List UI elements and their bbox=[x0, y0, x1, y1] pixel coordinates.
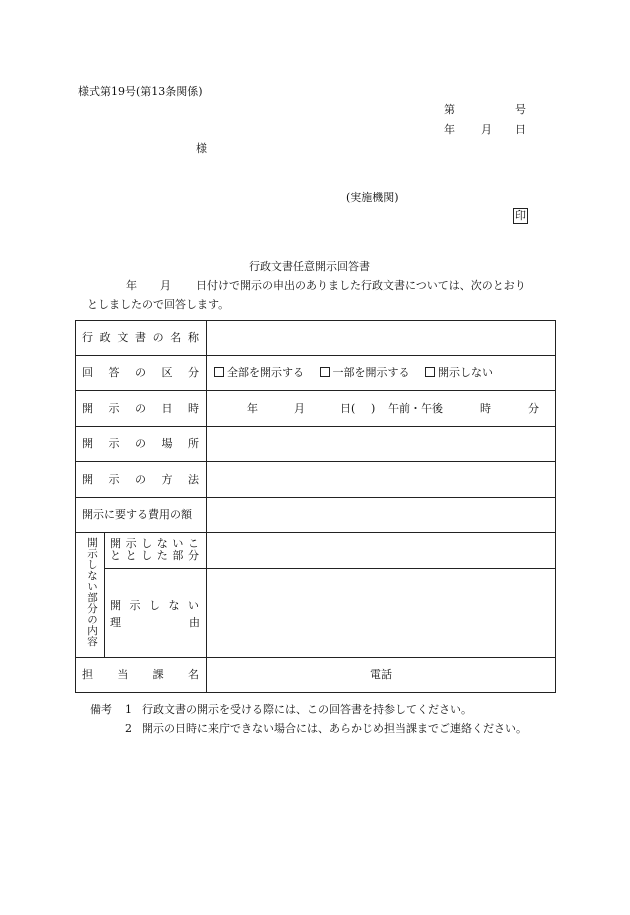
label-char: し bbox=[149, 599, 160, 612]
datetime-day: 日( bbox=[340, 402, 356, 415]
label-char: い bbox=[188, 599, 199, 612]
label-char: 示 bbox=[108, 437, 120, 450]
label-char: 開 bbox=[110, 537, 121, 550]
row-divider bbox=[75, 657, 556, 658]
label-char: の bbox=[135, 473, 146, 486]
agency-label: (実施機関) bbox=[346, 191, 399, 204]
label-char: 開 bbox=[110, 599, 121, 612]
label-undisclosed-group: 開示しない部分の内容 bbox=[86, 537, 98, 647]
note-1-text: 行政文書の開示を受ける際には、この回答書を持参してください。 bbox=[142, 703, 472, 716]
datetime-hour: 時 bbox=[480, 402, 491, 415]
sub-row-divider bbox=[104, 568, 556, 569]
checkbox-no-disclosure[interactable] bbox=[425, 366, 493, 379]
label-char: し bbox=[141, 549, 153, 562]
label-place bbox=[82, 438, 199, 449]
label-char: 開 bbox=[82, 473, 93, 486]
intro-line1: 日付けで開示の申出のありました行政文書については、次のとおり bbox=[196, 279, 526, 292]
date-day: 日 bbox=[515, 123, 526, 136]
label-column-divider bbox=[206, 320, 207, 693]
option-label: 開示しない bbox=[438, 366, 493, 379]
row-divider bbox=[75, 390, 556, 391]
row-divider bbox=[75, 532, 556, 533]
label-char: い bbox=[172, 537, 184, 550]
label-char: 当 bbox=[117, 668, 129, 681]
label-char: な bbox=[156, 537, 168, 550]
label-char: 開 bbox=[82, 402, 93, 415]
label-section bbox=[82, 669, 199, 680]
label-char: 回 bbox=[82, 366, 93, 379]
label-char: 場 bbox=[161, 437, 173, 450]
label-char: し bbox=[141, 537, 153, 550]
label-char: 法 bbox=[188, 473, 199, 486]
label-char: な bbox=[168, 599, 180, 612]
label-char: の bbox=[135, 366, 146, 379]
label-reason-yu: 由 bbox=[189, 616, 200, 629]
label-char: 示 bbox=[129, 599, 141, 612]
label-char: の bbox=[135, 437, 146, 450]
checkbox-icon bbox=[425, 367, 435, 377]
intro-month: 月 bbox=[160, 279, 171, 292]
phone-label: 電話 bbox=[370, 668, 392, 681]
label-char: 示 bbox=[108, 402, 120, 415]
label-char: 部 bbox=[172, 549, 184, 562]
label-char: 区 bbox=[161, 366, 173, 379]
datetime-year: 年 bbox=[247, 402, 258, 415]
label-char: 政 bbox=[99, 331, 111, 344]
response-options bbox=[214, 367, 493, 378]
label-undisclosed-parts-line1 bbox=[110, 538, 199, 549]
checkbox-icon bbox=[214, 367, 224, 377]
row-divider bbox=[75, 497, 556, 498]
label-char: 分 bbox=[187, 549, 199, 562]
label-method bbox=[82, 474, 199, 485]
label-char: た bbox=[156, 549, 168, 562]
option-label: 一部を開示する bbox=[332, 366, 410, 379]
seal-mark bbox=[513, 208, 528, 224]
label-cost: 開示に要する費用の額 bbox=[82, 508, 192, 521]
intro-year: 年 bbox=[126, 279, 137, 292]
group-column-divider bbox=[104, 532, 105, 657]
label-char: と bbox=[110, 549, 121, 562]
label-char: 答 bbox=[108, 366, 120, 379]
label-char: 行 bbox=[82, 331, 93, 344]
datetime-month: 月 bbox=[294, 402, 305, 415]
option-label: 全部を開示する bbox=[227, 366, 304, 379]
form-id: 様式第19号(第13条関係) bbox=[78, 85, 203, 98]
datetime-minute: 分 bbox=[528, 402, 539, 415]
label-char: 開 bbox=[82, 437, 93, 450]
label-char: 担 bbox=[82, 668, 93, 681]
label-reason-ri: 理 bbox=[110, 616, 121, 629]
label-char: の bbox=[152, 331, 164, 344]
checkbox-icon bbox=[320, 367, 330, 377]
note-1-number: 1 bbox=[125, 703, 132, 716]
note-2-number: 2 bbox=[125, 722, 132, 735]
number-suffix: 号 bbox=[515, 103, 526, 116]
label-char: 課 bbox=[152, 668, 164, 681]
label-char: 分 bbox=[188, 366, 199, 379]
document-title: 行政文書任意開示回答書 bbox=[249, 260, 370, 273]
row-divider bbox=[75, 426, 556, 427]
note-2-text: 開示の日時に来庁できない場合には、あらかじめ担当課までご連絡ください。 bbox=[142, 722, 527, 735]
datetime-weekday-close: ) bbox=[371, 402, 376, 415]
label-datetime bbox=[82, 403, 199, 414]
label-char: と bbox=[125, 549, 137, 562]
label-undisclosed-parts-line2 bbox=[110, 550, 199, 561]
label-reason-line1 bbox=[110, 600, 199, 611]
label-char: 示 bbox=[108, 473, 120, 486]
label-char: 書 bbox=[134, 331, 146, 344]
label-char: 名 bbox=[187, 668, 199, 681]
label-char: 称 bbox=[187, 331, 199, 344]
addressee-suffix: 様 bbox=[196, 142, 207, 155]
datetime-ampm: 午前・午後 bbox=[388, 402, 443, 415]
label-char: 文 bbox=[117, 331, 129, 344]
checkbox-full-disclosure[interactable] bbox=[214, 366, 304, 379]
intro-line2: としましたので回答します。 bbox=[87, 298, 230, 311]
label-char: 時 bbox=[188, 402, 199, 415]
label-response-type bbox=[82, 367, 199, 378]
date-month: 月 bbox=[481, 123, 492, 136]
notes-label: 備考 bbox=[90, 703, 112, 716]
label-char: 所 bbox=[188, 437, 199, 450]
label-char: 示 bbox=[125, 537, 137, 550]
row-divider bbox=[75, 355, 556, 356]
label-char: の bbox=[135, 402, 146, 415]
number-prefix: 第 bbox=[444, 103, 455, 116]
row-divider bbox=[75, 461, 556, 462]
label-char: 名 bbox=[170, 331, 182, 344]
label-char: こ bbox=[187, 537, 199, 550]
label-char: 方 bbox=[161, 473, 173, 486]
checkbox-partial-disclosure[interactable] bbox=[320, 366, 410, 379]
date-year: 年 bbox=[444, 123, 455, 136]
label-char: 日 bbox=[161, 402, 173, 415]
seal-text: 印 bbox=[515, 209, 526, 222]
label-document-name bbox=[82, 332, 199, 343]
